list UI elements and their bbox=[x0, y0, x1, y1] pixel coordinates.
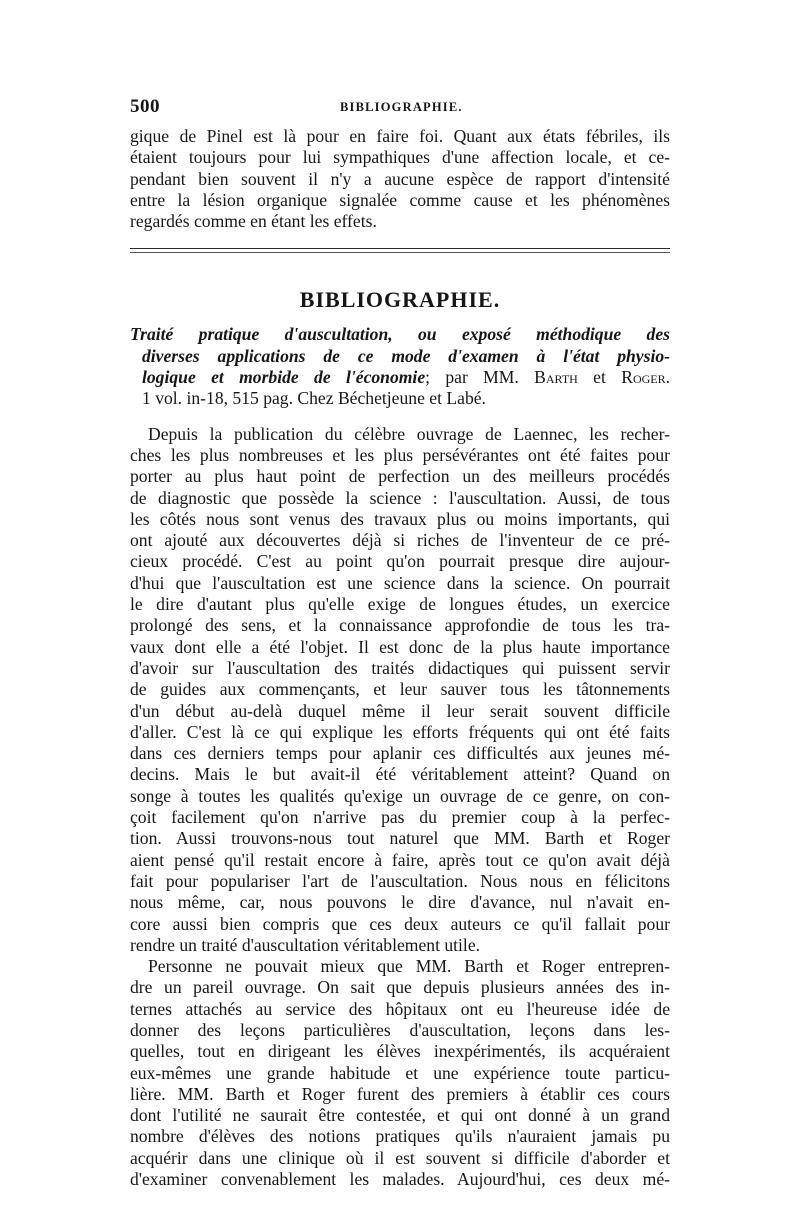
text-line: les côtés nous sont venus des travaux plus ou moins importants, qui bbox=[130, 508, 670, 529]
text-line: d'avoir sur l'auscultation des traités didactiques qui puissent servir bbox=[130, 657, 670, 678]
body-paragraph bbox=[130, 956, 670, 1190]
reference-and: et bbox=[577, 367, 622, 388]
text-line: porter au plus haut point de perfection un des meilleurs procédés bbox=[130, 466, 670, 487]
reference-line: Traité pratique d'auscultation, ou exposé méthodique des bbox=[130, 324, 670, 345]
book-page bbox=[130, 96, 670, 1190]
text-line: ches les plus nombreuses et les plus persévérantes ont été faites pour bbox=[130, 444, 670, 465]
bibliographic-reference bbox=[130, 324, 670, 409]
body-paragraph bbox=[130, 424, 670, 956]
text-line: prolongé des sens, et la connaissance approfondie de tous les tra- bbox=[130, 615, 670, 636]
running-head bbox=[130, 96, 670, 122]
text-line: vaux dont elle a été l'objet. Il est donc de la plus haute importance bbox=[130, 636, 670, 657]
text-line: ont ajouté aux découvertes déjà si riches de l'inventeur de ce pré- bbox=[130, 530, 670, 551]
text-line: decins. Mais le but avait-il été véritablement atteint? Quand on bbox=[130, 764, 670, 785]
text-line: pendant bien souvent il n'y a aucune espèce de rapport d'intensité bbox=[130, 168, 670, 189]
text-line: rendre un traité d'auscultation véritablement utile. bbox=[130, 934, 481, 955]
reference-author: Barth bbox=[534, 367, 578, 388]
section-title: BIBLIOGRAPHIE. bbox=[299, 287, 501, 313]
divider-rule bbox=[130, 248, 670, 249]
text-line: étaient toujours pour lui sympathiques d'une affection locale, et ce- bbox=[130, 147, 670, 168]
text-line: entre la lésion organique signalée comme cause et les phénomènes bbox=[130, 189, 670, 210]
reference-line bbox=[130, 367, 670, 388]
text-line: gique de Pinel est là pour en faire foi. Quant aux états fébriles, ils bbox=[130, 126, 670, 146]
reference-line: 1 vol. in-18, 515 pag. Chez Béchetjeune et Labé. bbox=[142, 388, 486, 409]
reference-author: Roger. bbox=[621, 367, 671, 388]
text-line: dans ces derniers temps pour aplanir ces difficultés aux jeunes mé- bbox=[130, 743, 670, 764]
running-title: BIBLIOGRAPHIE. bbox=[340, 100, 463, 114]
text-line: de guides aux commençants, et leur sauver tous les tâtonnements bbox=[130, 679, 670, 700]
text-line: d'examiner convenablement les malades. Aujourd'hui, ces deux mé- bbox=[130, 1169, 670, 1190]
top-paragraph bbox=[130, 126, 670, 232]
text-line: nombre d'élèves des notions pratiques qu'ils n'auraient jamais pu bbox=[130, 1126, 670, 1147]
text-line: songe à toutes les qualités qu'exige un ouvrage de ce genre, on con- bbox=[130, 785, 670, 806]
text-line: eux-mêmes une grande habitude et une expérience toute particu- bbox=[130, 1062, 670, 1083]
text-line: fait pour populariser l'art de l'auscultation. Nous nous en félicitons bbox=[130, 870, 670, 891]
text-line: çoit facilement qu'on n'arrive pas du premier coup à la perfec- bbox=[130, 807, 670, 828]
text-line: nous même, car, nous pouvons le dire d'avance, nul n'avait en- bbox=[130, 892, 670, 913]
text-line: acquérir dans une clinique où il est souvent si difficile d'aborder et bbox=[130, 1147, 670, 1168]
text-line: quelles, tout en dirigeant les élèves inexpérimentés, ils acquéraient bbox=[130, 1041, 670, 1062]
page-number: 500 bbox=[130, 96, 160, 117]
reference-by: ; par MM. bbox=[425, 367, 535, 388]
spacer bbox=[130, 410, 670, 424]
text-line: aient pensé qu'il restait encore à faire, après tout ce qu'on avait déjà bbox=[130, 849, 670, 870]
text-line: cieux procédé. C'est au point qu'on pourrait presque dire aujour- bbox=[130, 551, 670, 572]
text-line: le dire d'autant plus qu'elle exige de longues études, un exercice bbox=[130, 594, 670, 615]
text-line: d'aller. C'est là ce qui explique les efforts fréquents qui ont été faits bbox=[130, 721, 670, 742]
text-line: regardés comme en étant les effets. bbox=[130, 211, 377, 232]
text-line: donner des leçons particulières d'auscultation, leçons dans les- bbox=[130, 1019, 670, 1040]
text-line: Depuis la publication du célèbre ouvrage de Laennec, les recher- bbox=[148, 423, 670, 444]
text-line: lière. MM. Barth et Roger furent des premiers à établir ces cours bbox=[130, 1083, 670, 1104]
reference-title-end: logique et morbide de l'économie bbox=[142, 367, 426, 388]
text-line: Personne ne pouvait mieux que MM. Barth et Roger entrepren- bbox=[148, 956, 670, 977]
divider-rule bbox=[130, 252, 670, 253]
text-line: dont l'utilité ne saurait être contestée, et qui ont donné à un grand bbox=[130, 1105, 670, 1126]
text-line: d'un début au-delà duquel même il leur serait souvent difficile bbox=[130, 700, 670, 721]
text-line: ternes attachés au service des hôpitaux ont eu l'heureuse idée de bbox=[130, 998, 670, 1019]
text-line: d'hui que l'auscultation est une science dans la science. On pourrait bbox=[130, 572, 670, 593]
text-line: core aussi bien compris que ces deux auteurs ce qu'il fallait pour bbox=[130, 913, 670, 934]
reference-line: diverses applications de ce mode d'examen à l'état physio- bbox=[142, 345, 670, 366]
text-line: tion. Aussi trouvons-nous tout naturel que MM. Barth et Roger bbox=[130, 828, 670, 849]
section-divider bbox=[130, 242, 670, 264]
text-line: de diagnostic que possède la science : l'auscultation. Aussi, de tous bbox=[130, 487, 670, 508]
text-line: dre un pareil ouvrage. On sait que depuis plusieurs années des in- bbox=[130, 977, 670, 998]
